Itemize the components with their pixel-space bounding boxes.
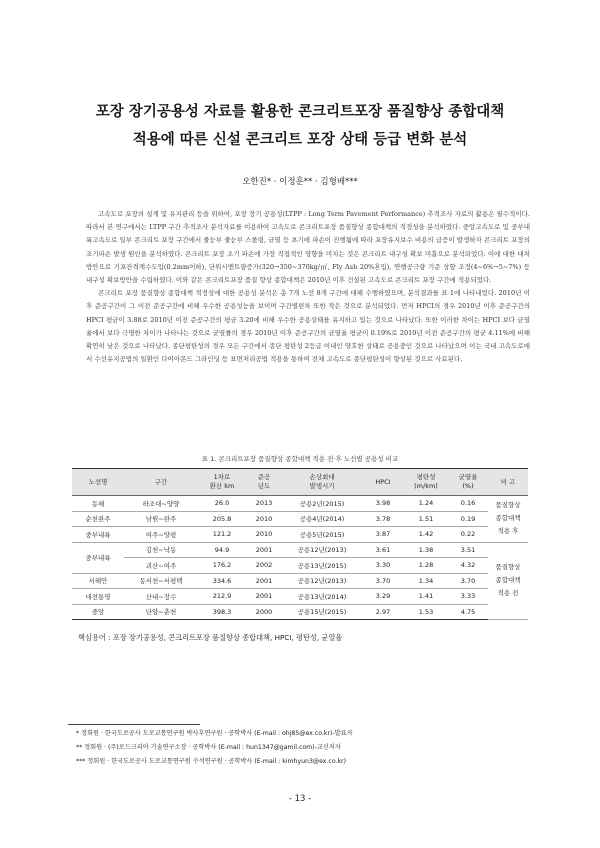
cell-section: 김천~낙동 <box>124 542 198 558</box>
cell-km: 334.6 <box>198 573 246 589</box>
cell-damage-time: 공용15년(2015) <box>282 604 362 620</box>
cell-crack-rate: 3.33 <box>448 589 488 605</box>
abstract-paragraph-2: 콘크리트 포장 품질향상 종합대책 적정성에 대한 공용성 분석은 총 7개 노선 8개 구간에 대해 수행하였으며, 분석결과를 표 1에 나타내었다. 2010년 이후 준공구간이 그 이전 준공구간에 비해 우수한 공용성능을 보이며 구간별편차 또한 작은 것으로 분석되었다. 먼저 HPCI의 경우 2010년 이후 준공구간의 HPCI 평균이 3.88로 2010년 이전 준공구간의 평균 3.20에 비해 우수한 공용상태를 유지하고 있는 것으로 나타났다. 또한 이러한 차이는 HPCI 보다 균열율에서 보다 극명한 차이가 나타나는 것으로 균열률의 경우 2010년 이후 준공구간의 균열율 평균이 0.19%로 2010년 이전 준공구간의 평균 4.11%에 비해 확연히 낮은 것으로 나타났다. 종단평탄성의 경우 모든 구간에서 종단 평탄성 2등급 이내인 양호한 상태로 공용중인 것으로 나타났으며 이는 국내 고속도로에서 수선유지공법의 일환인 다이아몬드 그라인딩 등 표면처리공법 적용을 통하여 전체 고속도로 종단평탄성이 향상된 것으로 사료된다. <box>86 289 530 364</box>
cell-hpci: 3.98 <box>362 496 404 512</box>
cell-crack-rate: 0.19 <box>448 511 488 527</box>
cell-flatness: 1.51 <box>404 511 448 527</box>
page-number: - 13 - <box>288 794 312 804</box>
cell-hpci: 3.87 <box>362 527 404 543</box>
cell-crack-rate: 3.51 <box>448 542 488 558</box>
paper-title-line1: 포장 장기공용성 자료를 활용한 콘크리트포장 품질향상 종합대책 <box>95 104 505 120</box>
table-row <box>72 511 528 527</box>
cell-damage-time: 공용5년(2015) <box>282 527 362 543</box>
cell-km: 176.2 <box>198 558 246 574</box>
header-route: 노선명 <box>72 469 124 496</box>
table-caption: 표 1. 콘크리트포장 품질향상 종합대책 적용 전·후 노선별 공용성 비교 <box>201 455 399 463</box>
cell-km: 121.2 <box>198 527 246 543</box>
cell-damage-time: 공용12년(2013) <box>282 573 362 589</box>
cell-damage-time: 공용12년(2013) <box>282 542 362 558</box>
cell-hpci: 3.61 <box>362 542 404 558</box>
cell-year: 2013 <box>246 496 282 512</box>
cell-route: 순천완주 <box>72 511 124 527</box>
cell-flatness: 1.42 <box>404 527 448 543</box>
cell-year: 2001 <box>246 542 282 558</box>
author-list: 오한진* · 이정훈** · 김형배*** <box>242 177 358 187</box>
abstract-paragraph-1: 고속도로 포장의 설계 및 유지관리 등을 위하여, 포장 장기 공용성(LTPP : Long Term Pavement Performance) 추적조사 자료의 활용은 필수적이다. 따라서 본 연구에서는 LTPP 구간 추적조사 분석자료를 이용하여 고속도로 콘크리트포장 품질향상 종합대책의 적정성을 분석하였다. 중앙고속도로 및 중부내륙고속도로 일부 콘크리트 포장 구간에서 줄눈부 줄눈부 스폴링, 균열 등 초기에 파손이 진행됨에 따라 포장유지보수 비용의 급증이 발생하자 콘크리트 포장의 조기파손 발생 원인을 분석하였다. 콘크리트 포장 조기 파손에 가장 직접적인 영향을 미치는 것은 콘크리트 내구성 확보 미흡으로 분석되었다. 이에 대한 대처방안으로 기포잔격계수도입(0.2mm이하), 단위시멘트량증가(320→350~370kg/㎥, Fly Ash 20%혼입), 연행공극량 기준 상향 조정(4~6%→5~7%) 등 내구성 확보방안을 수립하였다. 이와 같은 콘크리트포장 품질 향상 종합대책은 2010년 이후 건설된 고속도로 콘크리트 포장 구간에 적용되었다. <box>86 210 530 285</box>
cell-route: 중앙 <box>72 604 124 620</box>
cell-section: 괴산~여주 <box>124 558 198 574</box>
cell-section: 단양~춘천 <box>124 604 198 620</box>
cell-section: 산내~장수 <box>124 589 198 605</box>
cell-year: 2000 <box>246 604 282 620</box>
cell-section: 동서천~서평택 <box>124 573 198 589</box>
cell-hpci: 2.97 <box>362 604 404 620</box>
table-row <box>72 496 528 512</box>
cell-damage-time: 공용13년(2015) <box>282 558 362 574</box>
cell-crack-rate: 0.22 <box>448 527 488 543</box>
table-row <box>72 573 528 589</box>
keywords: 핵심용어 : 포장 장기공용성, 콘크리트포장 품질향상 종합대책, HPCI, 평탄성, 균열율 <box>78 633 343 642</box>
abstract <box>86 208 530 366</box>
cell-km: 205.8 <box>198 511 246 527</box>
paper-title-line2: 적용에 따른 신설 콘크리트 포장 상태 등급 변화 분석 <box>132 132 468 148</box>
cell-route: 중부내륙 <box>72 542 124 573</box>
cell-remark-before: 품질향상 종합대책 적용 전 <box>488 542 528 620</box>
cell-flatness: 1.34 <box>404 573 448 589</box>
header-flatness: 평탄성 (m/km) <box>404 469 448 496</box>
header-max-damage-time: 손상최대 발생시기 <box>282 469 362 496</box>
cell-km: 212.9 <box>198 589 246 605</box>
cell-crack-rate: 4.75 <box>448 604 488 620</box>
cell-hpci: 3.30 <box>362 558 404 574</box>
footnote-3: *** 정회원 · 한국도로공사 도로교통연구원 수석연구원 · 공학박사 (E-mail : kimhyun3@ex.co.kr) <box>76 758 347 765</box>
cell-damage-time: 공용2년(2015) <box>282 496 362 512</box>
comparison-table <box>72 468 528 620</box>
table-header-row <box>72 469 528 496</box>
cell-flatness: 1.53 <box>404 604 448 620</box>
cell-year: 2001 <box>246 589 282 605</box>
cell-section: 남원~완주 <box>124 511 198 527</box>
cell-damage-time: 공용4년(2014) <box>282 511 362 527</box>
cell-damage-time: 공용13년(2014) <box>282 589 362 605</box>
header-section: 구간 <box>124 469 198 496</box>
cell-route: 서해안 <box>72 573 124 589</box>
table-row <box>72 527 528 543</box>
cell-route: 동해 <box>72 496 124 512</box>
cell-crack-rate: 4.32 <box>448 558 488 574</box>
header-lane-km: 1차로 환산 km <box>198 469 246 496</box>
cell-crack-rate: 3.70 <box>448 573 488 589</box>
footnote-2: ** 정회원 · (주)로드크리아 기술연구소장 · 공학박사 (E-mail : hun1347@gamil.com)-교신저자 <box>76 744 341 751</box>
header-crack-rate: 균열율 (%) <box>448 469 488 496</box>
table-row <box>72 558 528 574</box>
footnote-1: * 정회원 · 한국도로공사 도로교통연구원 박사후연구원 · 공학박사 (E-mail : ohj85@ex.co.kr)-발표자 <box>76 730 353 737</box>
cell-route: 대전통영 <box>72 589 124 605</box>
cell-section: 하조대~양양 <box>124 496 198 512</box>
header-hpci: HPCI <box>362 469 404 496</box>
table-row <box>72 589 528 605</box>
cell-flatness: 1.41 <box>404 589 448 605</box>
cell-year: 2010 <box>246 511 282 527</box>
cell-flatness: 1.24 <box>404 496 448 512</box>
cell-section: 여주~양평 <box>124 527 198 543</box>
cell-route: 중부내륙 <box>72 527 124 543</box>
cell-hpci: 3.70 <box>362 573 404 589</box>
cell-km: 398.3 <box>198 604 246 620</box>
footnote-divider <box>68 724 200 725</box>
cell-flatness: 1.28 <box>404 558 448 574</box>
cell-year: 2010 <box>246 527 282 543</box>
header-remarks: 비 고 <box>488 469 528 496</box>
table-row <box>72 604 528 620</box>
cell-km: 94.9 <box>198 542 246 558</box>
cell-hpci: 3.29 <box>362 589 404 605</box>
table-row <box>72 542 528 558</box>
header-completion-year: 준공 년도 <box>246 469 282 496</box>
cell-km: 26.0 <box>198 496 246 512</box>
cell-year: 2002 <box>246 558 282 574</box>
cell-year: 2001 <box>246 573 282 589</box>
cell-crack-rate: 0.16 <box>448 496 488 512</box>
cell-remark-after: 품질향상 종합대책 적용 후 <box>488 496 528 543</box>
cell-hpci: 3.78 <box>362 511 404 527</box>
cell-flatness: 1.38 <box>404 542 448 558</box>
